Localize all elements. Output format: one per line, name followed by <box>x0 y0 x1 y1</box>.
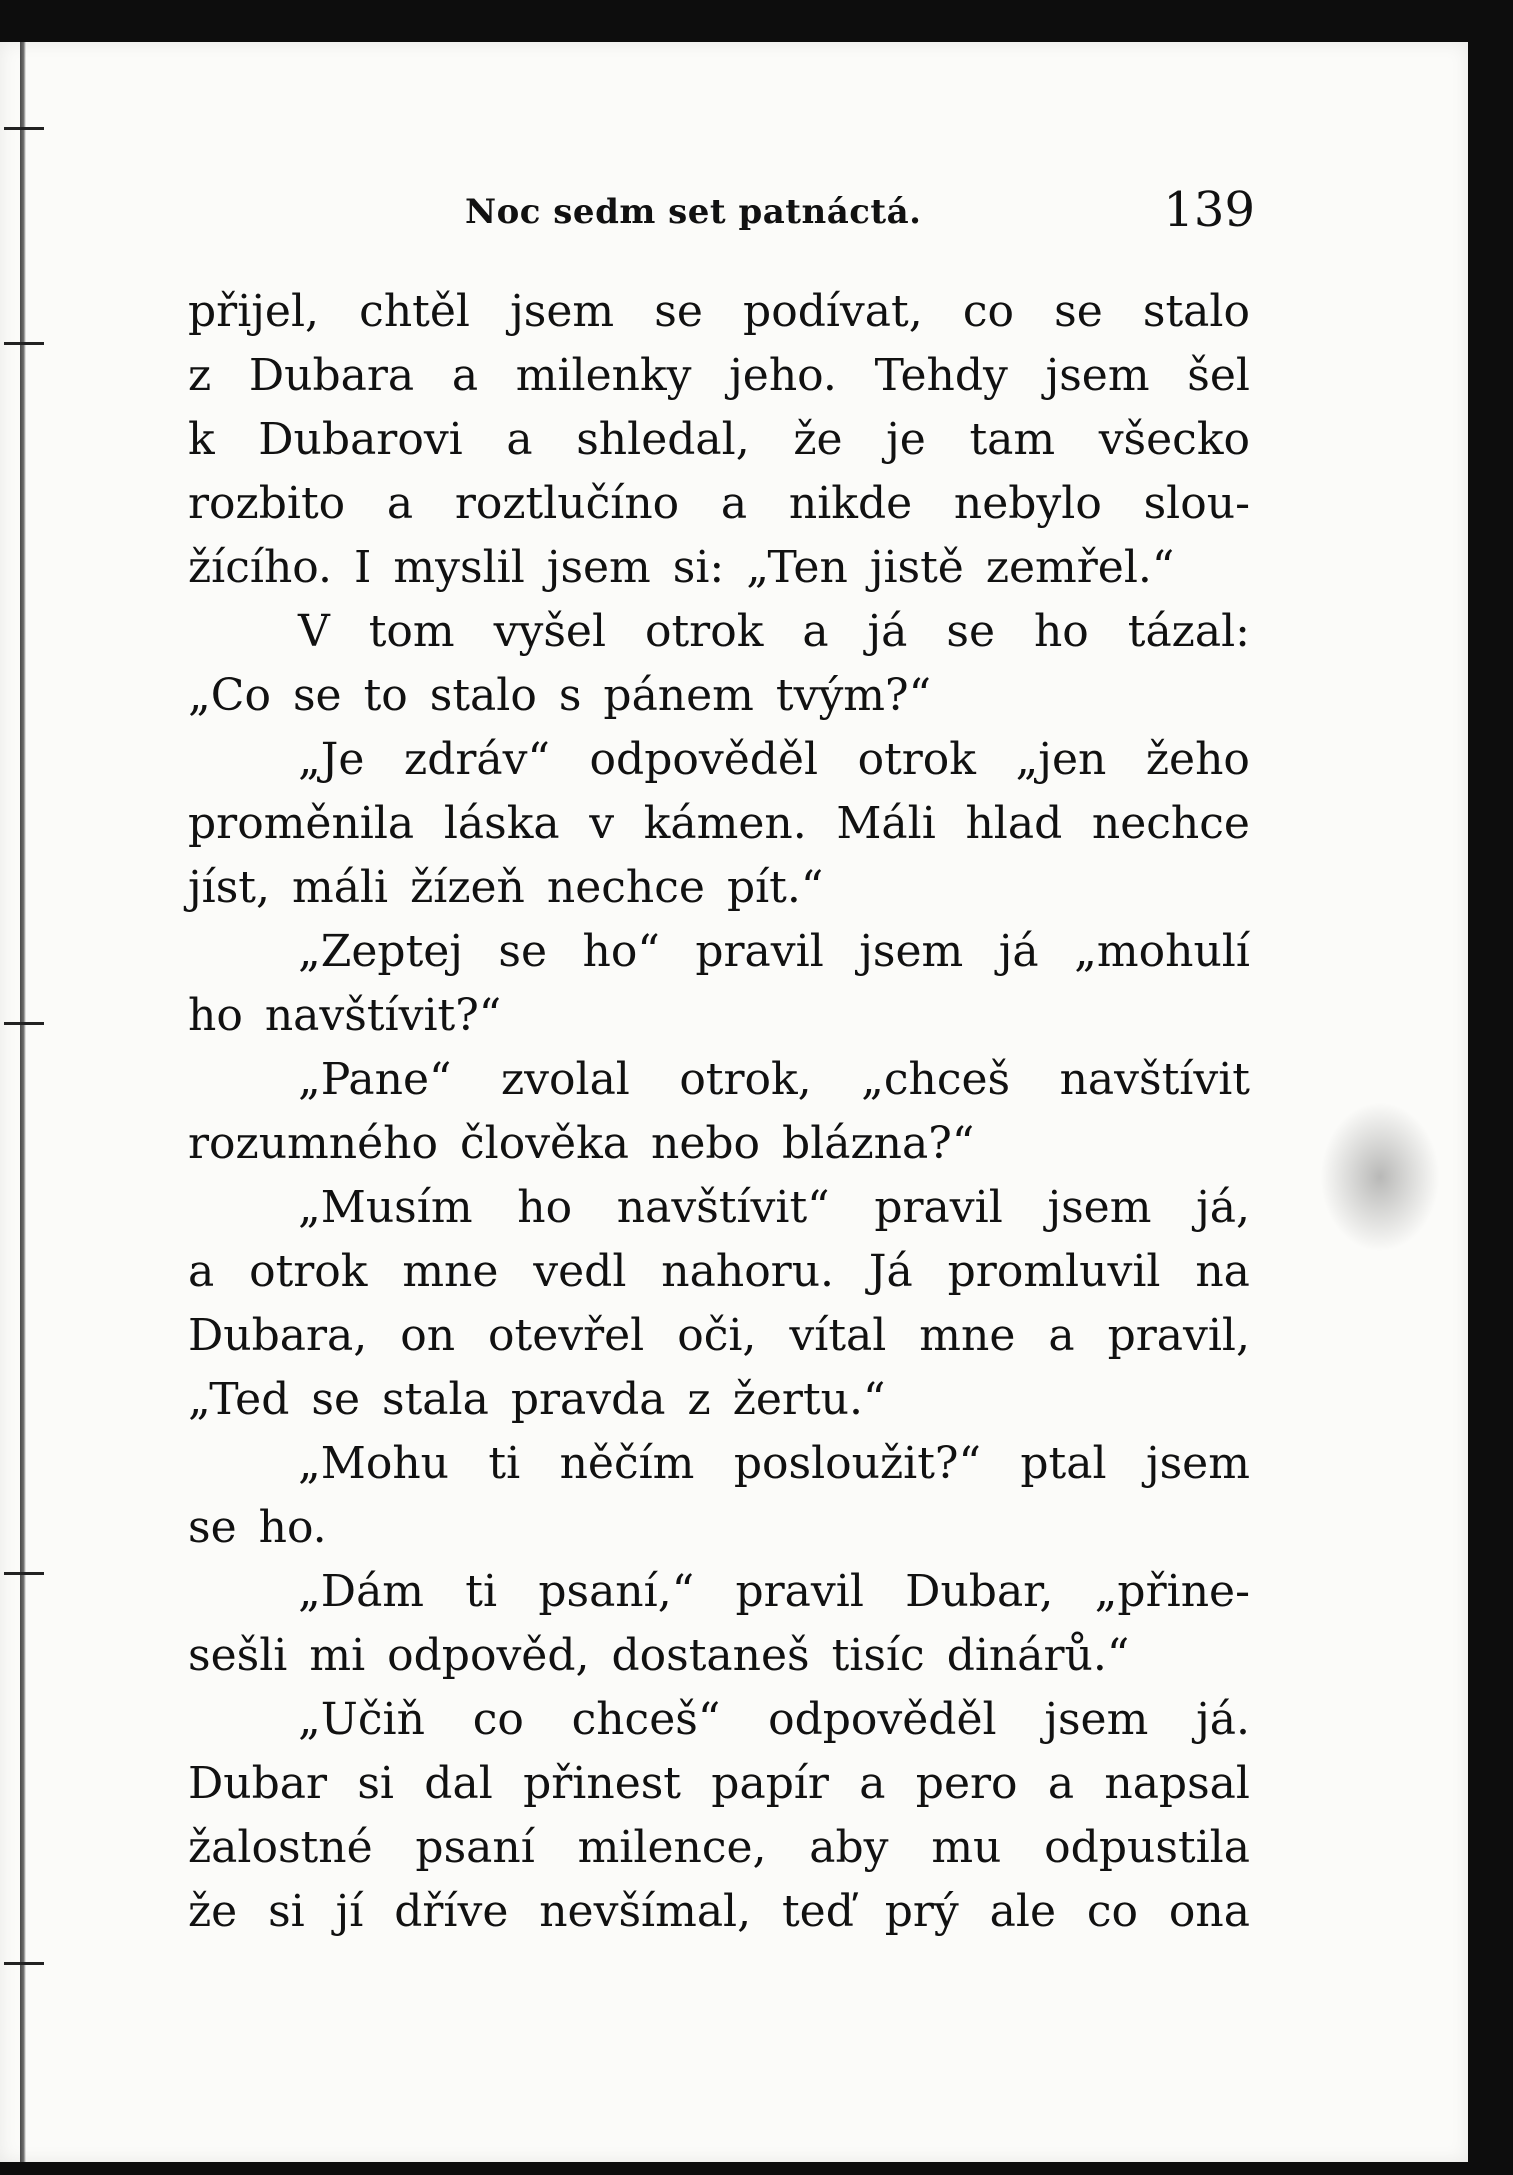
word: a <box>1048 1310 1075 1361</box>
text-line <box>188 1304 1250 1368</box>
text-line <box>188 280 1250 344</box>
word: Tehdy <box>874 350 1008 401</box>
word: si <box>268 1886 305 1937</box>
word: chtěl <box>359 286 470 337</box>
word: proměnila <box>188 798 415 849</box>
word: odpustila <box>1044 1822 1250 1873</box>
word: a <box>451 350 479 401</box>
word: „Co <box>188 670 271 721</box>
word: všecko <box>1098 414 1250 465</box>
word: jsem <box>1044 1694 1149 1745</box>
binding-mark <box>4 342 44 345</box>
word: roztlučíno <box>454 478 680 529</box>
word: žeho <box>1145 734 1250 785</box>
binding-mark <box>4 1022 44 1025</box>
word: je <box>886 414 926 465</box>
word: jsem <box>1047 1182 1152 1233</box>
word: ho <box>517 1182 573 1233</box>
word: tam <box>969 414 1056 465</box>
word: blázna?“ <box>782 1118 975 1169</box>
page-header <box>190 152 1270 238</box>
word: vítal <box>789 1310 887 1361</box>
binding-mark <box>4 127 44 130</box>
word: otrok, <box>679 1054 812 1105</box>
word: přijel, <box>188 286 320 337</box>
text-line <box>188 792 1250 856</box>
word: já <box>867 606 908 657</box>
word: aby <box>809 1822 889 1873</box>
text-line <box>188 600 1250 664</box>
text-line <box>188 984 1250 1048</box>
text-line <box>188 920 1250 984</box>
word: Dubar <box>188 1758 328 1809</box>
word: a <box>386 478 414 529</box>
word: nikde <box>788 478 913 529</box>
text-line <box>188 344 1250 408</box>
word: to <box>363 670 408 721</box>
text-line <box>188 856 1250 920</box>
word: že <box>188 1886 238 1937</box>
word: tvým?“ <box>775 670 932 721</box>
word: co <box>1086 1886 1138 1937</box>
word: otrok <box>645 606 764 657</box>
word: a <box>506 414 533 465</box>
word: odpověd, <box>387 1630 590 1681</box>
word: odpověděl <box>768 1694 997 1745</box>
word: že <box>793 414 843 465</box>
word: Máli <box>836 798 936 849</box>
word: zdráv“ <box>404 734 550 785</box>
text-line <box>188 408 1250 472</box>
word: papír <box>711 1758 829 1809</box>
word: nebylo <box>953 478 1102 529</box>
word: „Zeptej <box>298 926 463 977</box>
word: nahoru. <box>661 1246 835 1297</box>
text-line <box>188 1176 1250 1240</box>
word: rozbito <box>188 478 346 529</box>
word: oči, <box>677 1310 757 1361</box>
word: teď <box>781 1886 854 1937</box>
word: jsem <box>510 286 615 337</box>
word: láska <box>443 798 560 849</box>
word: se <box>946 606 995 657</box>
word: psaní,“ <box>538 1566 695 1617</box>
word: mne <box>402 1246 499 1297</box>
word: ho. <box>258 1502 327 1553</box>
word: se <box>311 1374 360 1425</box>
word: pravil <box>874 1182 1003 1233</box>
word: „Mohu <box>298 1438 450 1489</box>
word: mne <box>919 1310 1016 1361</box>
word: dostaneš <box>611 1630 810 1681</box>
word: shledal, <box>576 414 750 465</box>
word: psaní <box>415 1822 535 1873</box>
word: stala <box>382 1374 489 1425</box>
word: a <box>1047 1758 1075 1809</box>
word: Dubara <box>248 350 415 401</box>
word: a <box>720 478 748 529</box>
word: Dubar, <box>905 1566 1054 1617</box>
word: jistě <box>869 542 964 593</box>
word: chceš“ <box>571 1694 721 1745</box>
word: Dubara, <box>188 1310 368 1361</box>
page-number: 139 <box>1163 182 1255 238</box>
text-line <box>188 1560 1250 1624</box>
word: žertu.“ <box>732 1374 886 1425</box>
word: jsem <box>1145 1438 1250 1489</box>
text-line <box>188 728 1250 792</box>
word: navštívit“ <box>616 1182 830 1233</box>
word: „Učiň <box>298 1694 425 1745</box>
word: se <box>498 926 548 977</box>
word: I <box>354 542 372 593</box>
word: já, <box>1196 1182 1250 1233</box>
word: „přine- <box>1094 1566 1250 1617</box>
word: jsem <box>1045 350 1150 401</box>
word: co <box>962 286 1014 337</box>
word: „Pane“ <box>298 1054 452 1105</box>
word: jeho. <box>729 350 837 401</box>
word: nebo <box>650 1118 761 1169</box>
binding-edge <box>20 42 26 2162</box>
word: ona <box>1168 1886 1250 1937</box>
word: hlad <box>965 798 1063 849</box>
binding-mark <box>4 1962 44 1965</box>
text-line <box>188 1048 1250 1112</box>
word: z <box>188 350 212 401</box>
word: ho“ <box>582 926 660 977</box>
word: „chceš <box>861 1054 1011 1105</box>
text-line <box>188 1624 1250 1688</box>
word: v <box>589 798 615 849</box>
word: s <box>558 670 582 721</box>
word: tisíc <box>831 1630 925 1681</box>
word: odpověděl <box>589 734 819 785</box>
word: se <box>292 670 342 721</box>
word: tázal: <box>1127 606 1250 657</box>
word: Já <box>868 1246 913 1297</box>
word: žalostné <box>188 1822 373 1873</box>
word: napsal <box>1104 1758 1250 1809</box>
binding-mark <box>4 1572 44 1575</box>
word: stalo <box>1142 286 1250 337</box>
word: já. <box>1196 1694 1250 1745</box>
word: navštívit?“ <box>264 990 502 1041</box>
word: „Ted <box>188 1374 290 1425</box>
word: se <box>188 1502 237 1553</box>
word: rozumného <box>188 1118 438 1169</box>
word: stalo <box>429 670 537 721</box>
word: ale <box>989 1886 1056 1937</box>
text-line <box>188 1816 1250 1880</box>
word: dříve <box>394 1886 509 1937</box>
word: „Dám <box>298 1566 425 1617</box>
text-line <box>188 536 1250 600</box>
word: zvolal <box>500 1054 630 1105</box>
text-line <box>188 1112 1250 1176</box>
word: ti <box>465 1566 498 1617</box>
word: otevřel <box>488 1310 645 1361</box>
word: si: <box>672 542 725 593</box>
word: slou- <box>1143 478 1250 529</box>
word: pravda <box>510 1374 666 1425</box>
word: pravil <box>695 926 824 977</box>
word: a <box>802 606 829 657</box>
word: jsem <box>859 926 964 977</box>
text-line <box>188 1688 1250 1752</box>
print-smudge <box>1320 1102 1440 1252</box>
word: ho <box>1033 606 1089 657</box>
word: podívat, <box>743 286 923 337</box>
word: sešli <box>188 1630 288 1681</box>
word: on <box>400 1310 456 1361</box>
word: přinest <box>523 1758 681 1809</box>
word: já <box>998 926 1039 977</box>
word: posloužit?“ <box>733 1438 981 1489</box>
word: „mohulí <box>1074 926 1250 977</box>
running-title: Noc sedm set patnáctá. <box>465 192 922 232</box>
word: něčím <box>559 1438 695 1489</box>
word: nechce <box>1091 798 1250 849</box>
word: jsem <box>546 542 651 593</box>
word: „Je <box>298 734 365 785</box>
word: ptal <box>1020 1438 1107 1489</box>
word: šel <box>1187 350 1250 401</box>
word: dal <box>424 1758 493 1809</box>
word: zemřel.“ <box>985 542 1175 593</box>
word: jí <box>335 1886 364 1937</box>
word: myslil <box>393 542 525 593</box>
word: co <box>472 1694 524 1745</box>
word: prý <box>884 1886 959 1937</box>
text-line <box>188 1368 1250 1432</box>
body-text <box>188 280 1250 1944</box>
text-line <box>188 1240 1250 1304</box>
word: tom <box>368 606 455 657</box>
word: žícího. <box>188 542 333 593</box>
word: navštívit <box>1059 1054 1250 1105</box>
text-line <box>188 1752 1250 1816</box>
word: člověka <box>459 1118 629 1169</box>
word: nechce <box>546 862 705 913</box>
word: pravil, <box>1107 1310 1250 1361</box>
text-line <box>188 472 1250 536</box>
word: máli <box>291 862 389 913</box>
word: vyšel <box>493 606 607 657</box>
word: pero <box>915 1758 1018 1809</box>
word: nevšímal, <box>539 1886 752 1937</box>
word: pravil <box>735 1566 864 1617</box>
word: ho <box>188 990 243 1041</box>
word: a <box>859 1758 886 1809</box>
word: milenky <box>515 350 692 401</box>
word: Dubarovi <box>258 414 463 465</box>
word: „Musím <box>298 1182 473 1233</box>
word: ti <box>488 1438 521 1489</box>
text-line <box>188 1432 1250 1496</box>
word: mi <box>309 1630 366 1681</box>
word: „Ten <box>746 542 848 593</box>
text-line <box>188 1880 1250 1944</box>
word: se <box>654 286 703 337</box>
book-page <box>0 42 1468 2162</box>
word: kámen. <box>643 798 807 849</box>
word: otrok <box>857 734 976 785</box>
word: V <box>298 606 330 657</box>
word: a <box>188 1246 215 1297</box>
word: „jen <box>1015 734 1107 785</box>
word: mu <box>931 1822 1002 1873</box>
word: milence, <box>577 1822 767 1873</box>
text-line <box>188 664 1250 728</box>
word: dinárů.“ <box>946 1630 1130 1681</box>
word: otrok <box>249 1246 368 1297</box>
word: z <box>687 1374 711 1425</box>
word: žízeň <box>410 862 525 913</box>
word: pánem <box>603 670 754 721</box>
word: vedl <box>533 1246 627 1297</box>
text-line <box>188 1496 1250 1560</box>
word: na <box>1195 1246 1250 1297</box>
word: promluvil <box>947 1246 1161 1297</box>
word: se <box>1054 286 1103 337</box>
word: si <box>357 1758 394 1809</box>
word: jíst, <box>188 862 270 913</box>
word: pít.“ <box>726 862 824 913</box>
word: k <box>188 414 215 465</box>
